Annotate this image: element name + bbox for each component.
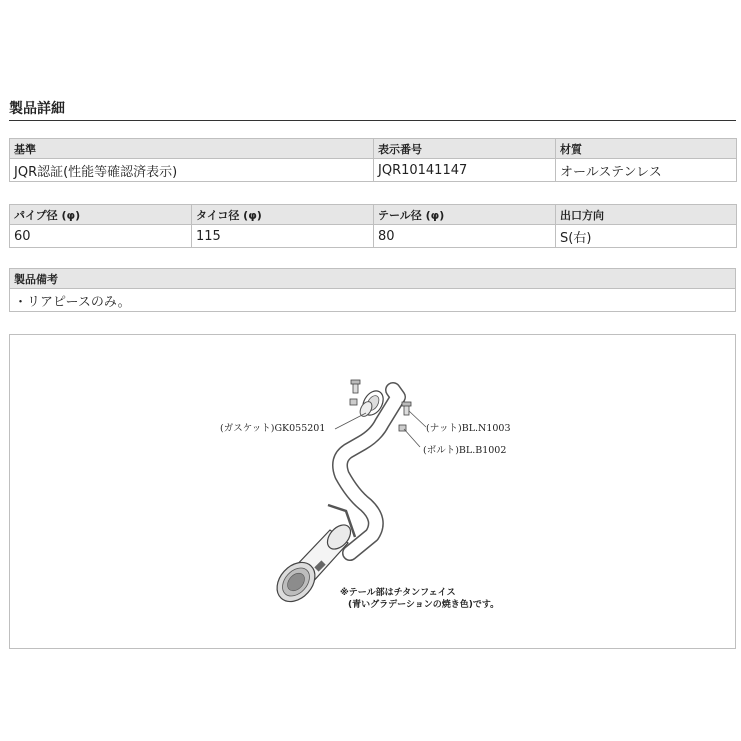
exhaust-illustration: [10, 335, 735, 648]
header-material: 材質: [556, 139, 737, 159]
header-standard: 基準: [10, 139, 374, 159]
value-silencer-diameter: 115: [192, 225, 374, 248]
bolt-side: [402, 402, 411, 415]
spec-table-dimensions: [9, 204, 737, 248]
header-remarks: 製品備考: [10, 269, 736, 289]
value-standard: JQR認証(性能等確認済表示): [10, 159, 374, 182]
nut-top: [350, 399, 357, 405]
tail-note-line2: (青いグラデーションの焼き色)です。: [348, 600, 500, 610]
gasket-label: (ガスケット)GK055201: [220, 423, 326, 434]
value-material: オールステンレス: [556, 159, 737, 182]
header-tail-diameter: テール径 (φ): [374, 205, 556, 225]
value-pipe-diameter: 60: [10, 225, 192, 248]
value-display-number: JQR10141147: [374, 159, 556, 182]
header-display-number: 表示番号: [374, 139, 556, 159]
value-exit-direction: S(右): [556, 225, 737, 248]
header-pipe-diameter: パイプ径 (φ): [10, 205, 192, 225]
tail-note-line1: ※テール部はチタンフェイス: [340, 588, 456, 598]
value-tail-diameter: 80: [374, 225, 556, 248]
value-remarks: ・リアピースのみ。: [10, 289, 736, 312]
header-exit-direction: 出口方向: [556, 205, 737, 225]
gasket-leader: [335, 413, 366, 429]
spec-table-standard: [9, 138, 737, 182]
nut-label: (ナット)BL.N1003: [426, 423, 511, 434]
bolt-label: (ボルト)BL.B1002: [423, 445, 507, 456]
section-title: 製品詳細: [9, 101, 65, 117]
bolt-leader: [404, 429, 420, 447]
nut-leader: [409, 411, 426, 427]
exhaust-diagram: [9, 334, 736, 649]
spec-table-remarks: [9, 268, 736, 312]
bolt-top: [351, 380, 360, 393]
title-divider: [9, 120, 736, 121]
header-silencer-diameter: タイコ径 (φ): [192, 205, 374, 225]
